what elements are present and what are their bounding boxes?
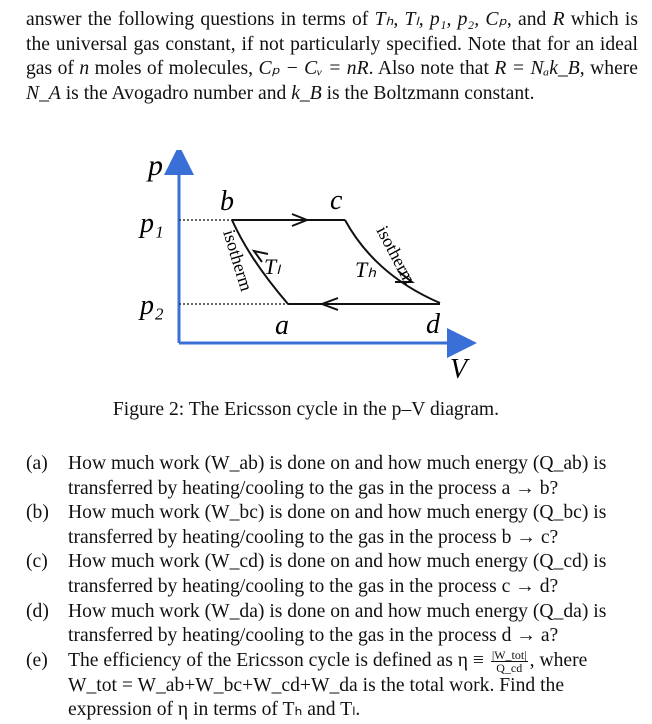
pv-diagram xyxy=(0,150,652,385)
intro-text-4: moles of molecules, xyxy=(89,58,259,80)
question-a xyxy=(26,452,638,501)
fraction-numerator: |W_tot| xyxy=(491,647,527,662)
question-b xyxy=(26,501,638,550)
question-list xyxy=(26,452,638,723)
intro-vars: Tₕ, Tₗ, p₁, p₂, Cₚ xyxy=(374,9,507,30)
question-text-part1: The efficiency of the Ericsson cycle is defined as η ≡ xyxy=(68,649,489,671)
intro-text-1: answer the following questions in terms of xyxy=(26,9,375,30)
intro-text-7: is the Avogadro number and xyxy=(60,82,292,104)
question-label: (b) xyxy=(26,502,49,524)
intro-NA: N_A xyxy=(26,82,61,104)
intro-text-8: is the Boltzmann constant. xyxy=(321,82,535,104)
question-e xyxy=(26,649,638,723)
question-text-part2: , where W_tot = W_ab+W_bc+W_cd+W_da is the total work. Find the expression of η in terms of Tₕ and Tₗ. xyxy=(68,649,588,721)
axis-label-v: V xyxy=(450,354,468,385)
label-t-high: Tₕ xyxy=(355,257,377,282)
question-d xyxy=(26,600,638,649)
intro-kB: k_B xyxy=(291,82,322,104)
intro-text-2: , and xyxy=(506,9,553,30)
question-text: How much work (W_bc) is done on and how much energy (Q_bc) is transferred by heating/cooling to the gas in the process b → c? xyxy=(68,502,607,548)
point-a: a xyxy=(275,310,289,341)
label-p2: p₂ xyxy=(140,290,164,321)
intro-eq2: R = Nₐk_B xyxy=(494,58,580,80)
intro-paragraph xyxy=(26,8,638,106)
intro-R: R xyxy=(552,9,565,30)
intro-eq1: Cₚ − Cᵥ = nR xyxy=(258,58,369,80)
question-text: How much work (W_da) is done on and how much energy (Q_da) is transferred by heating/cooling to the gas in the process d → a? xyxy=(68,600,607,647)
isotherm-left-label: isotherm xyxy=(219,227,257,294)
efficiency-fraction xyxy=(491,649,528,674)
point-b: b xyxy=(220,186,234,217)
question-label: (a) xyxy=(26,453,48,474)
intro-text-3: which is the universal gas constant, if not particularly specified. Note that for an ideal gas of xyxy=(26,9,639,80)
intro-text-6: , where xyxy=(579,58,638,80)
axis-label-p: p xyxy=(148,150,163,182)
isotherm-right-label: isotherm xyxy=(372,222,420,288)
question-c xyxy=(26,550,638,599)
fraction-denominator: Q_cd xyxy=(496,660,523,675)
intro-text-5: . Also note that xyxy=(368,58,495,80)
question-text: How much work (W_ab) is done on and how much energy (Q_ab) is transferred by heating/cooling to the gas in the process a → b? xyxy=(68,453,607,499)
question-label: (e) xyxy=(26,649,48,671)
question-label: (c) xyxy=(26,551,48,573)
question-label: (d) xyxy=(26,600,49,622)
point-d: d xyxy=(426,309,440,340)
figure-caption: Figure 2: The Ericsson cycle in the p–V diagram. xyxy=(112,399,500,420)
label-p1: p₁ xyxy=(140,208,164,239)
point-c: c xyxy=(330,185,343,216)
label-t-low: Tₗ xyxy=(264,254,280,279)
intro-n: n xyxy=(79,58,90,80)
question-text: How much work (W_cd) is done on and how much energy (Q_cd) is transferred by heating/cooling to the gas in the process c → d? xyxy=(68,551,607,597)
